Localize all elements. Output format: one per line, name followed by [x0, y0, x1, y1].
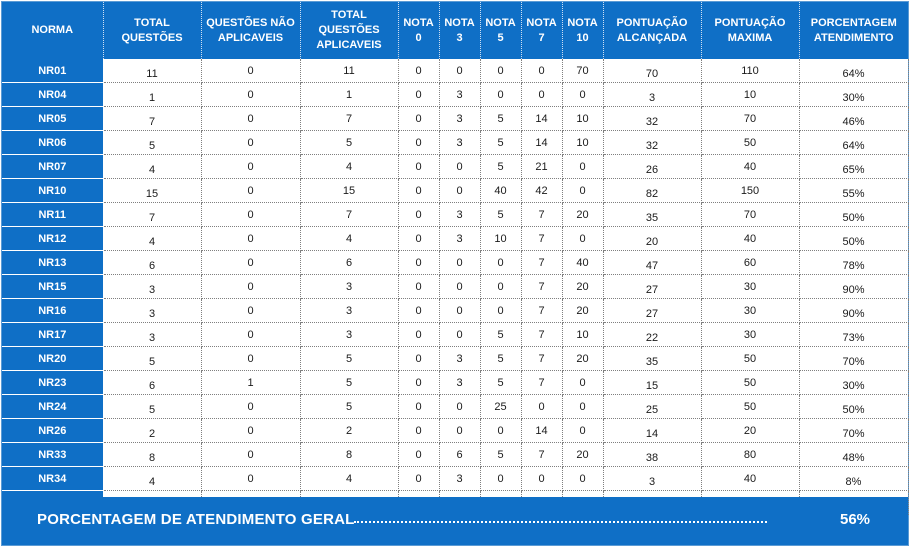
cell-n7: 7	[521, 275, 562, 299]
cell-aplic: 4	[300, 467, 398, 491]
table-row	[2, 419, 908, 443]
cell-n10: 10	[562, 131, 603, 155]
cell-aplic: 3	[300, 323, 398, 347]
cell-nao_aplic: 0	[201, 419, 300, 443]
cell-n3: 0	[439, 179, 480, 203]
cell-nao_aplic: 0	[201, 179, 300, 203]
table-row	[2, 275, 908, 299]
cell-n3: 3	[439, 131, 480, 155]
cell-pct: 90%	[799, 299, 908, 323]
cell-maxima: 50	[701, 131, 799, 155]
cell-n5: 0	[480, 467, 521, 491]
cell-maxima: 30	[701, 323, 799, 347]
cell-n0: 0	[398, 59, 439, 83]
cell-n3: 3	[439, 83, 480, 107]
cell-aplic: 2	[300, 419, 398, 443]
cell-maxima: 20	[701, 419, 799, 443]
cell-pct: 55%	[799, 179, 908, 203]
cell-n10: 0	[562, 155, 603, 179]
table-row	[2, 467, 908, 491]
cell-maxima: 50	[701, 395, 799, 419]
cell-pct: 65%	[799, 155, 908, 179]
cell-nao_aplic: 0	[201, 83, 300, 107]
col-nota-0-header: NOTA 0	[398, 2, 439, 59]
leader-dots	[354, 521, 767, 523]
cell-aplic: 11	[300, 59, 398, 83]
cell-nao_aplic: 1	[201, 371, 300, 395]
cell-total: 2	[103, 419, 201, 443]
table-row	[2, 371, 908, 395]
cell-aplic: 4	[300, 155, 398, 179]
table-row	[2, 323, 908, 347]
cell-aplic: 5	[300, 131, 398, 155]
cell-n3: 3	[439, 203, 480, 227]
norma-cell: NR26	[2, 419, 103, 443]
cell-n5: 5	[480, 347, 521, 371]
cell-nao_aplic: 0	[201, 107, 300, 131]
cell-nao_aplic: 0	[201, 347, 300, 371]
cell-n3: 0	[439, 299, 480, 323]
cell-n0: 0	[398, 443, 439, 467]
cell-alcancada: 27	[603, 275, 701, 299]
cell-n3: 3	[439, 347, 480, 371]
cell-total: 1	[103, 83, 201, 107]
cell-n7: 0	[521, 395, 562, 419]
cell-n10: 10	[562, 107, 603, 131]
cell-alcancada: 20	[603, 227, 701, 251]
norma-cell: NR11	[2, 203, 103, 227]
cell-maxima: 50	[701, 347, 799, 371]
cell-n7: 7	[521, 203, 562, 227]
cell-n5: 5	[480, 155, 521, 179]
cell-n7: 14	[521, 131, 562, 155]
cell-alcancada: 26	[603, 155, 701, 179]
cell-aplic: 6	[300, 251, 398, 275]
cell-alcancada: 25	[603, 395, 701, 419]
cell-aplic: 7	[300, 107, 398, 131]
cell-alcancada: 15	[603, 371, 701, 395]
cell-maxima: 80	[701, 443, 799, 467]
cell-n3: 6	[439, 443, 480, 467]
cell-n5: 5	[480, 107, 521, 131]
norma-cell: NR17	[2, 323, 103, 347]
cell-n7: 7	[521, 371, 562, 395]
cell-n10: 10	[562, 323, 603, 347]
cell-maxima: 40	[701, 155, 799, 179]
cell-n0: 0	[398, 371, 439, 395]
cell-maxima: 40	[701, 227, 799, 251]
cell-maxima: 10	[701, 83, 799, 107]
cell-n3: 0	[439, 251, 480, 275]
norma-cell: NR23	[2, 371, 103, 395]
col-total-aplicaveis-header: TOTAL QUESTÕES APLICAVEIS	[300, 2, 398, 59]
cell-total: 5	[103, 131, 201, 155]
norma-cell: NR12	[2, 227, 103, 251]
cell-n3: 0	[439, 275, 480, 299]
table-body	[2, 59, 908, 515]
norma-cell: NR33	[2, 443, 103, 467]
cell-alcancada: 22	[603, 323, 701, 347]
cell-alcancada: 14	[603, 419, 701, 443]
table-row	[2, 299, 908, 323]
col-nota-7-header: NOTA 7	[521, 2, 562, 59]
cell-n5: 40	[480, 179, 521, 203]
table-row	[2, 203, 908, 227]
cell-n5: 5	[480, 203, 521, 227]
norma-cell: NR13	[2, 251, 103, 275]
cell-maxima: 30	[701, 275, 799, 299]
cell-nao_aplic: 0	[201, 395, 300, 419]
norma-cell: NR24	[2, 395, 103, 419]
cell-total: 5	[103, 395, 201, 419]
cell-n7: 14	[521, 107, 562, 131]
cell-nao_aplic: 0	[201, 251, 300, 275]
cell-n0: 0	[398, 395, 439, 419]
cell-n7: 42	[521, 179, 562, 203]
cell-n5: 25	[480, 395, 521, 419]
cell-nao_aplic: 0	[201, 203, 300, 227]
cell-n7: 7	[521, 443, 562, 467]
cell-n3: 3	[439, 371, 480, 395]
cell-total: 3	[103, 275, 201, 299]
cell-n10: 0	[562, 467, 603, 491]
cell-n0: 0	[398, 299, 439, 323]
table-row	[2, 107, 908, 131]
cell-alcancada: 27	[603, 299, 701, 323]
cell-n7: 7	[521, 323, 562, 347]
table-row	[2, 131, 908, 155]
cell-n0: 0	[398, 83, 439, 107]
cell-n10: 20	[562, 299, 603, 323]
cell-n10: 0	[562, 371, 603, 395]
cell-aplic: 3	[300, 299, 398, 323]
cell-pct: 78%	[799, 251, 908, 275]
compliance-table	[2, 2, 909, 515]
cell-total: 4	[103, 227, 201, 251]
cell-n10: 0	[562, 395, 603, 419]
cell-total: 7	[103, 203, 201, 227]
cell-n0: 0	[398, 275, 439, 299]
cell-n7: 7	[521, 251, 562, 275]
cell-n3: 0	[439, 419, 480, 443]
cell-n3: 0	[439, 59, 480, 83]
norma-cell: NR16	[2, 299, 103, 323]
cell-nao_aplic: 0	[201, 155, 300, 179]
cell-alcancada: 38	[603, 443, 701, 467]
cell-n3: 0	[439, 155, 480, 179]
table-row	[2, 251, 908, 275]
cell-maxima: 70	[701, 203, 799, 227]
cell-maxima: 60	[701, 251, 799, 275]
cell-n3: 3	[439, 227, 480, 251]
cell-alcancada: 47	[603, 251, 701, 275]
cell-alcancada: 3	[603, 467, 701, 491]
cell-maxima: 30	[701, 299, 799, 323]
col-norma-header: NORMA	[2, 2, 103, 59]
cell-pct: 30%	[799, 83, 908, 107]
cell-n7: 0	[521, 59, 562, 83]
cell-n7: 7	[521, 227, 562, 251]
cell-total: 5	[103, 347, 201, 371]
cell-alcancada: 35	[603, 347, 701, 371]
cell-aplic: 5	[300, 371, 398, 395]
cell-nao_aplic: 0	[201, 467, 300, 491]
cell-nao_aplic: 0	[201, 275, 300, 299]
cell-maxima: 40	[701, 467, 799, 491]
table-row	[2, 443, 908, 467]
cell-n10: 20	[562, 347, 603, 371]
cell-n7: 21	[521, 155, 562, 179]
cell-alcancada: 35	[603, 203, 701, 227]
cell-n0: 0	[398, 203, 439, 227]
table-row	[2, 395, 908, 419]
cell-alcancada: 32	[603, 131, 701, 155]
cell-alcancada: 3	[603, 83, 701, 107]
summary-value: 56%	[840, 511, 871, 528]
table-row	[2, 347, 908, 371]
cell-n3: 3	[439, 467, 480, 491]
table-row	[2, 227, 908, 251]
col-nota-3-header: NOTA 3	[439, 2, 480, 59]
norma-cell: NR07	[2, 155, 103, 179]
norma-cell: NR01	[2, 59, 103, 83]
cell-total: 6	[103, 251, 201, 275]
summary-footer	[2, 497, 908, 545]
cell-n7: 7	[521, 299, 562, 323]
cell-aplic: 1	[300, 83, 398, 107]
cell-n5: 0	[480, 275, 521, 299]
cell-aplic: 4	[300, 227, 398, 251]
cell-n5: 5	[480, 131, 521, 155]
cell-nao_aplic: 0	[201, 227, 300, 251]
cell-pct: 48%	[799, 443, 908, 467]
cell-nao_aplic: 0	[201, 59, 300, 83]
cell-n10: 20	[562, 203, 603, 227]
cell-n0: 0	[398, 251, 439, 275]
cell-n3: 0	[439, 323, 480, 347]
header-row	[2, 2, 908, 59]
cell-pct: 50%	[799, 395, 908, 419]
cell-pct: 70%	[799, 419, 908, 443]
cell-pct: 8%	[799, 467, 908, 491]
cell-maxima: 110	[701, 59, 799, 83]
cell-pct: 64%	[799, 131, 908, 155]
cell-aplic: 5	[300, 395, 398, 419]
cell-n10: 0	[562, 83, 603, 107]
cell-n10: 20	[562, 275, 603, 299]
table-row	[2, 155, 908, 179]
col-questoes-nao-aplicaveis-header: QUESTÕES NÃO APLICAVEIS	[201, 2, 300, 59]
col-pontuacao-alcancada-header: PONTUAÇÃO ALCANÇADA	[603, 2, 701, 59]
cell-nao_aplic: 0	[201, 323, 300, 347]
cell-aplic: 8	[300, 443, 398, 467]
cell-n0: 0	[398, 155, 439, 179]
cell-n0: 0	[398, 323, 439, 347]
norma-cell: NR15	[2, 275, 103, 299]
cell-n5: 10	[480, 227, 521, 251]
norma-cell: NR34	[2, 467, 103, 491]
cell-n10: 70	[562, 59, 603, 83]
cell-n7: 7	[521, 347, 562, 371]
cell-n5: 5	[480, 443, 521, 467]
cell-n0: 0	[398, 131, 439, 155]
norma-cell: NR10	[2, 179, 103, 203]
norma-cell: NR05	[2, 107, 103, 131]
cell-maxima: 70	[701, 107, 799, 131]
cell-total: 8	[103, 443, 201, 467]
cell-pct: 50%	[799, 203, 908, 227]
cell-pct: 73%	[799, 323, 908, 347]
cell-n5: 0	[480, 419, 521, 443]
cell-total: 15	[103, 179, 201, 203]
cell-total: 4	[103, 467, 201, 491]
col-nota-10-header: NOTA 10	[562, 2, 603, 59]
cell-aplic: 5	[300, 347, 398, 371]
col-total-questoes-header: TOTAL QUESTÕES	[103, 2, 201, 59]
cell-alcancada: 32	[603, 107, 701, 131]
cell-n0: 0	[398, 107, 439, 131]
cell-pct: 90%	[799, 275, 908, 299]
table-row	[2, 179, 908, 203]
norma-cell: NR06	[2, 131, 103, 155]
cell-n3: 3	[439, 107, 480, 131]
cell-aplic: 15	[300, 179, 398, 203]
cell-total: 6	[103, 371, 201, 395]
cell-n7: 0	[521, 467, 562, 491]
cell-total: 4	[103, 155, 201, 179]
cell-n10: 0	[562, 179, 603, 203]
col-porcentagem-header: PORCENTAGEM ATENDIMENTO	[799, 2, 908, 59]
cell-n7: 14	[521, 419, 562, 443]
cell-n10: 20	[562, 443, 603, 467]
cell-aplic: 7	[300, 203, 398, 227]
cell-alcancada: 82	[603, 179, 701, 203]
cell-n7: 0	[521, 83, 562, 107]
cell-n5: 5	[480, 323, 521, 347]
cell-n10: 40	[562, 251, 603, 275]
cell-total: 7	[103, 107, 201, 131]
cell-n5: 5	[480, 371, 521, 395]
cell-n0: 0	[398, 419, 439, 443]
cell-pct: 30%	[799, 371, 908, 395]
cell-n5: 0	[480, 59, 521, 83]
cell-n5: 0	[480, 251, 521, 275]
cell-total: 3	[103, 323, 201, 347]
cell-n0: 0	[398, 179, 439, 203]
cell-n0: 0	[398, 347, 439, 371]
summary-label: PORCENTAGEM DE ATENDIMENTO GERAL	[37, 511, 355, 528]
cell-n0: 0	[398, 467, 439, 491]
cell-total: 3	[103, 299, 201, 323]
table-row	[2, 83, 908, 107]
cell-pct: 46%	[799, 107, 908, 131]
cell-n5: 0	[480, 83, 521, 107]
cell-n0: 0	[398, 227, 439, 251]
cell-maxima: 150	[701, 179, 799, 203]
cell-pct: 64%	[799, 59, 908, 83]
norma-cell: NR20	[2, 347, 103, 371]
cell-total: 11	[103, 59, 201, 83]
cell-pct: 50%	[799, 227, 908, 251]
cell-n3: 0	[439, 395, 480, 419]
col-pontuacao-maxima-header: PONTUAÇÃO MAXIMA	[701, 2, 799, 59]
cell-aplic: 3	[300, 275, 398, 299]
cell-n10: 0	[562, 227, 603, 251]
col-nota-5-header: NOTA 5	[480, 2, 521, 59]
norma-cell: NR04	[2, 83, 103, 107]
cell-alcancada: 70	[603, 59, 701, 83]
cell-pct: 70%	[799, 347, 908, 371]
cell-nao_aplic: 0	[201, 131, 300, 155]
cell-n10: 0	[562, 419, 603, 443]
cell-nao_aplic: 0	[201, 299, 300, 323]
cell-maxima: 50	[701, 371, 799, 395]
cell-n5: 0	[480, 299, 521, 323]
table-row	[2, 59, 908, 83]
cell-nao_aplic: 0	[201, 443, 300, 467]
